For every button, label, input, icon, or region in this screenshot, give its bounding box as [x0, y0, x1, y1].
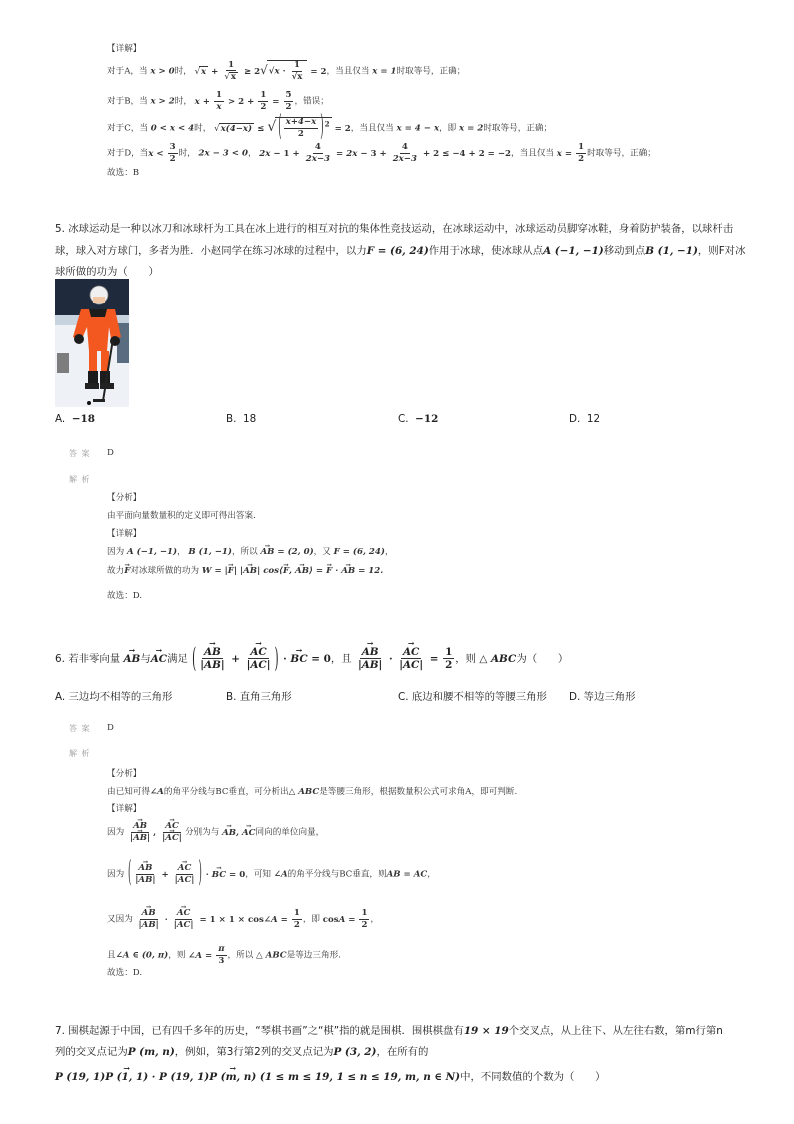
q6-stem: 6. 若非零向量 → AB与→ AC满足 ( → $\frac{AB}{|AB|}$ + → $\frac{AC}{|AC|}$ ) · → BC = 0，且 → $\frac{AB}{|AB|}$ · → $\frac{AC}{|AC|}$ = $\frac{1}{2}$ ，则 △ ABC为（ ）	[55, 647, 568, 671]
q5-choice: 故选：D.	[107, 591, 143, 601]
q6-choice: 故选：D.	[107, 968, 143, 978]
q5-detail-heading: 【详解】	[107, 529, 142, 539]
q4-detail-heading: 【详解】	[107, 44, 142, 54]
q5-analysis-tag: 解 析	[69, 475, 91, 484]
q5-option-d[interactable]: D. 12	[569, 413, 601, 425]
q5-answer-value: D	[107, 448, 114, 458]
q5-stem-line-1: 5. 冰球运动是一种以冰刀和冰球杆为工具在冰上进行的相互对抗的集体性竞技运动，在冰球运动中，冰球运动员脚穿冰鞋，身着防护装备，以球杆击	[55, 223, 734, 235]
q4-line-a: 对于A，当 x > 0时， √x + $\frac{1}{√x}$ ≥ 2√√x · $\frac{1}{√x}$ = 2，当且仅当 x = 1时取等号，正确；	[107, 59, 466, 83]
q7-stem-line-2: 列的交叉点记为P (m, n)，例如，第3行第2列的交叉点记为P (3, 2)，在所有的	[55, 1046, 429, 1058]
q6-detail-heading: 【详解】	[107, 804, 142, 814]
q6-option-b[interactable]: B. 直角三角形	[226, 691, 292, 703]
q6-analysis-tag: 解 析	[69, 749, 91, 758]
q7-stem-line-1: 7. 围棋起源于中国，已有四千多年的历史，“琴棋书画”之“棋”指的就是围棋．围棋棋盘有19 × 19个交叉点，从上往下、从左往右数，第m行第n	[55, 1025, 723, 1037]
q6-analysis-text: 由已知可得∠A的角平分线与BC垂直，可分析出△ ABC是等腰三角形，根据数量积公式可求角A，即可判断.	[107, 787, 518, 797]
q4-line-d: 对于D，当x < $\frac{3}{2}$ 时， 2x − 3 < 0， 2x − 1 + $\frac{4}{2x-3}$ = 2x − 3 + $\frac{4}{2x-3}$ + 2 ≤ −4 + 2 = −2，当且仅当 x = $\frac{1}{2}$ 时取等号，正确；	[107, 142, 656, 164]
q5-stem-line-2: 球，球入对方球门，多者为胜．小赵同学在练习冰球的过程中，以力F = (6, 24)作用于冰球，使冰球从点A (−1, −1)移动到点B (1, −1)，则F对冰	[55, 245, 746, 257]
q5-option-c[interactable]: C. −12	[398, 413, 439, 425]
q7-stem-line-3: P (19, 1)→ P (1, 1) · P (19, 1)→ P (m, n) (1 ≤ m ≤ 19, 1 ≤ n ≤ 19, m, n ∈ N)中，不同数值的个数为（ ）	[55, 1068, 606, 1083]
q6-option-c[interactable]: C. 底边和腰不相等的等腰三角形	[398, 691, 547, 703]
q6-answer-value: D	[107, 723, 114, 733]
q5-detail-line-1: 因为 A (−1, −1)， B (1, −1)，所以 → AB = (2, 0)，又 F = (6, 24)，	[107, 545, 394, 557]
q5-analysis-text: 由平面向量数量积的定义即可得出答案.	[107, 511, 256, 521]
q6-option-d[interactable]: D. 等边三角形	[569, 691, 636, 703]
q6-detail-line-1: 因为 → $\frac{AB}{|\to AB|}$ , → $\frac{AC}{|\to AC|}$ 分别为与 → AB, → AC同向的单位向量，	[107, 822, 324, 842]
q4-choice: 故选：B	[107, 168, 140, 178]
q6-option-a[interactable]: A. 三边均不相等的三角形	[55, 691, 173, 703]
q5-answer-tag: 答 案	[69, 449, 91, 458]
q5-option-b[interactable]: B. 18	[226, 413, 257, 425]
q5-stem-line-3: 球所做的功为（ ）	[55, 266, 159, 278]
q6-detail-line-4: 且∠A ∈ (0, π)，则 ∠A = $\frac{\pi}{3}$ ，所以 △ ABC是等边三角形.	[107, 944, 341, 966]
q6-answer-tag: 答 案	[69, 724, 91, 733]
q6-detail-line-3: 又因为 → $\frac{AB}{|AB|}$ · → $\frac{AC}{|AC|}$ = 1 × 1 × cos∠A = $\frac{1}{2}$ ，即 cosA = $\frac{1}{2}$ ，	[107, 909, 379, 929]
q4-line-b: 对于B，当 x > 2时， x + $\frac{1}{x}$ > 2 + $\frac{1}{2}$ = $\frac{5}{2}$ ，错误；	[107, 90, 329, 112]
q6-analysis-heading: 【分析】	[107, 769, 142, 779]
q6-detail-line-2: 因为 ( → $\frac{AB}{|AB|}$ + → $\frac{AC}{|AC|}$ ) · → BC = 0，可知 ∠A的角平分线与BC垂直，则AB = AC，	[107, 864, 436, 884]
q5-analysis-heading: 【分析】	[107, 493, 142, 503]
ice-hockey-player-photo	[55, 279, 129, 407]
q5-option-a[interactable]: A. −18	[55, 413, 96, 425]
q4-line-c: 对于C，当 0 < x < 4时， √x(4−x) ≤ √ ( $\frac{x+4-x}{2}$ )$^2$ = 2，当且仅当 x = 4 − x，即 x = 2时取等号，正确；	[107, 111, 553, 146]
q5-detail-line-2: 故力→ F对冰球所做的功为 W = |→ F| |→ AB| cos⟨→ F, → AB⟩ = → F · → AB = 12.	[107, 564, 383, 576]
